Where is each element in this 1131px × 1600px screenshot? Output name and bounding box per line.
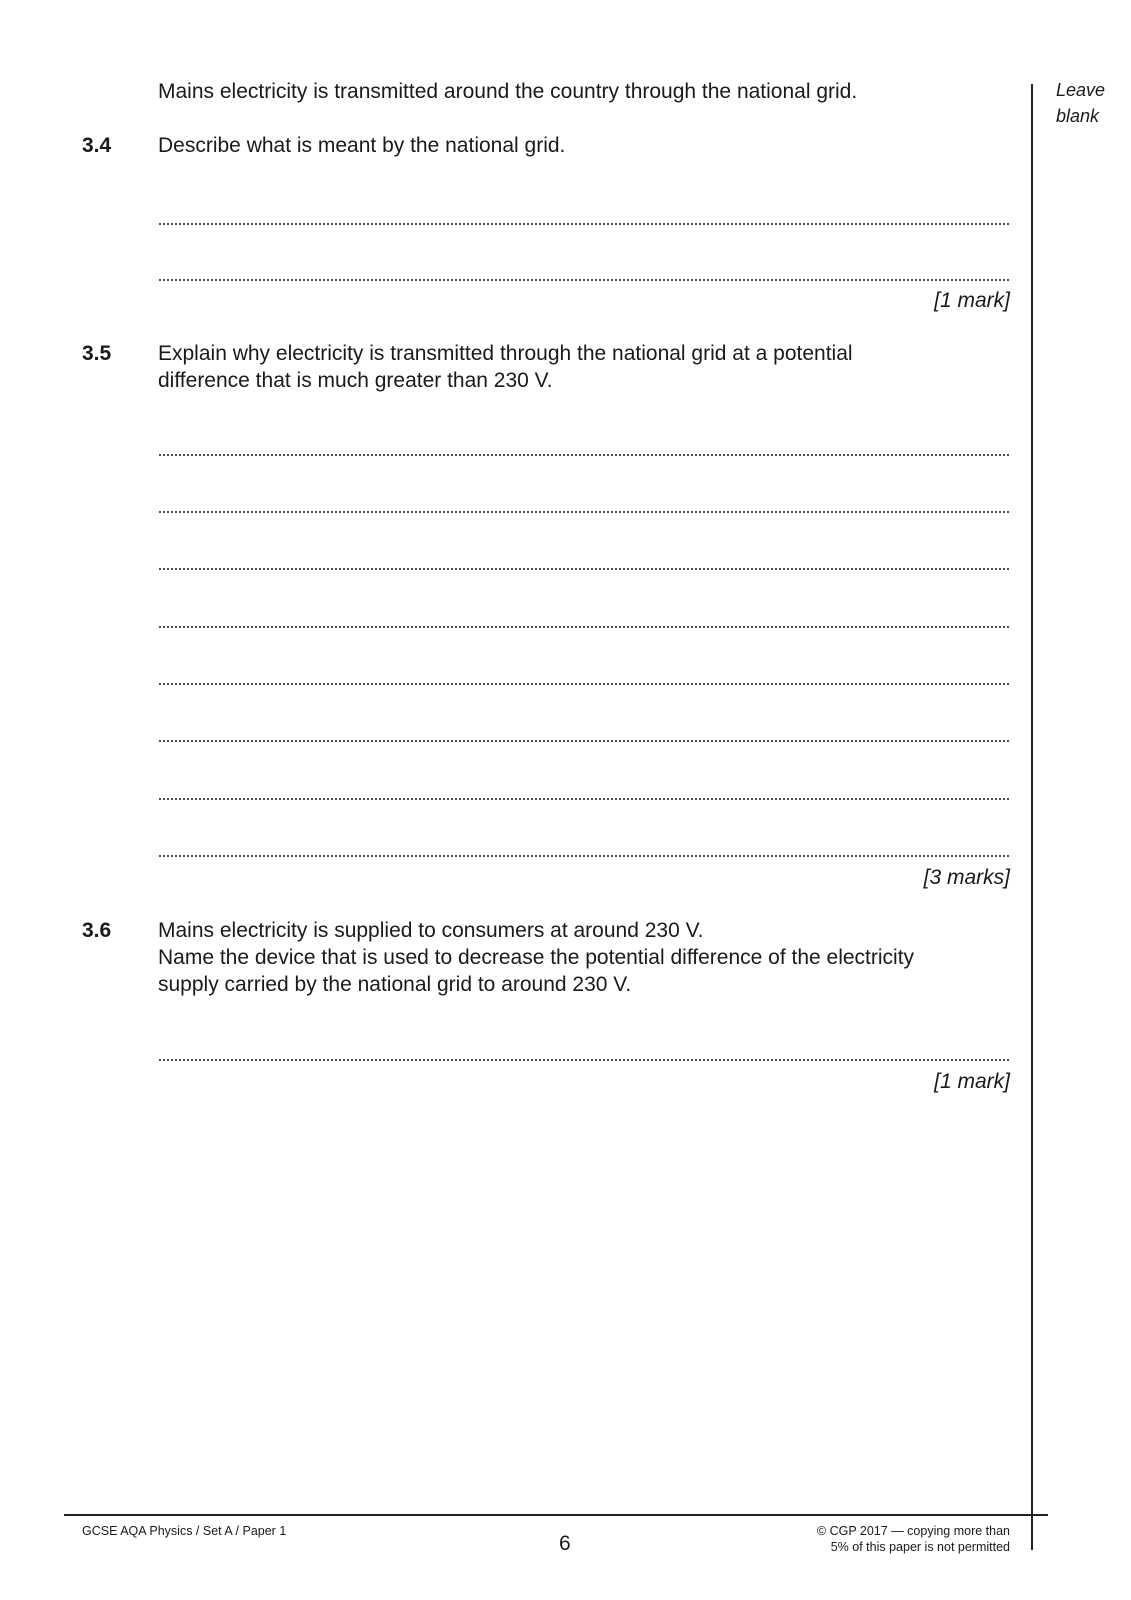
answer-line-3-5-1[interactable]	[158, 453, 1010, 457]
leave-blank-line2: blank	[1056, 106, 1100, 126]
answer-line-3-5-2[interactable]	[158, 510, 1010, 514]
answer-line-3-5-6[interactable]	[158, 739, 1010, 743]
footer-copyright	[817, 1523, 1010, 1555]
question-3-6-line1: Mains electricity is supplied to consumers at around 230 V.	[158, 919, 704, 942]
margin-vertical-rule	[1031, 84, 1033, 1550]
question-3-5-line1: Explain why electricity is transmitted through the national grid at a potential	[158, 342, 853, 365]
question-3-5-line2: difference that is much greater than 230 V.	[158, 369, 553, 392]
question-3-5-marks: [3 marks]	[923, 866, 1010, 889]
answer-line-3-4-1[interactable]	[158, 222, 1010, 226]
footer-copyright-line1: © CGP 2017 — copying more than	[816, 1524, 1010, 1538]
question-3-6-marks: [1 mark]	[934, 1070, 1010, 1093]
question-3-6-line3: supply carried by the national grid to around 230 V.	[158, 973, 632, 996]
answer-line-3-5-4[interactable]	[158, 625, 1010, 629]
answer-line-3-5-7[interactable]	[158, 797, 1010, 801]
answer-line-3-5-8[interactable]	[158, 854, 1010, 858]
question-3-5-number: 3.5	[82, 342, 112, 365]
answer-line-3-5-5[interactable]	[158, 682, 1010, 686]
answer-line-3-6-1[interactable]	[158, 1058, 1010, 1062]
question-3-4-number: 3.4	[82, 134, 112, 157]
leave-blank-line1: Leave	[1056, 80, 1106, 100]
footer-copyright-line2: 5% of this paper is not permitted	[830, 1540, 1010, 1554]
intro-text: Mains electricity is transmitted around the country through the national grid.	[158, 80, 858, 103]
answer-line-3-4-2[interactable]	[158, 278, 1010, 282]
answer-line-3-5-3[interactable]	[158, 567, 1010, 571]
page-number: 6	[559, 1532, 571, 1555]
question-3-6-number: 3.6	[82, 919, 112, 942]
leave-blank-note	[1056, 77, 1105, 129]
question-3-4-marks: [1 mark]	[934, 289, 1010, 312]
footer-horizontal-rule	[64, 1514, 1048, 1516]
question-3-6-line2: Name the device that is used to decrease the potential difference of the electricity	[158, 946, 915, 969]
question-3-4-text: Describe what is meant by the national grid.	[158, 134, 566, 157]
footer-paper-title: GCSE AQA Physics / Set A / Paper 1	[82, 1524, 287, 1538]
